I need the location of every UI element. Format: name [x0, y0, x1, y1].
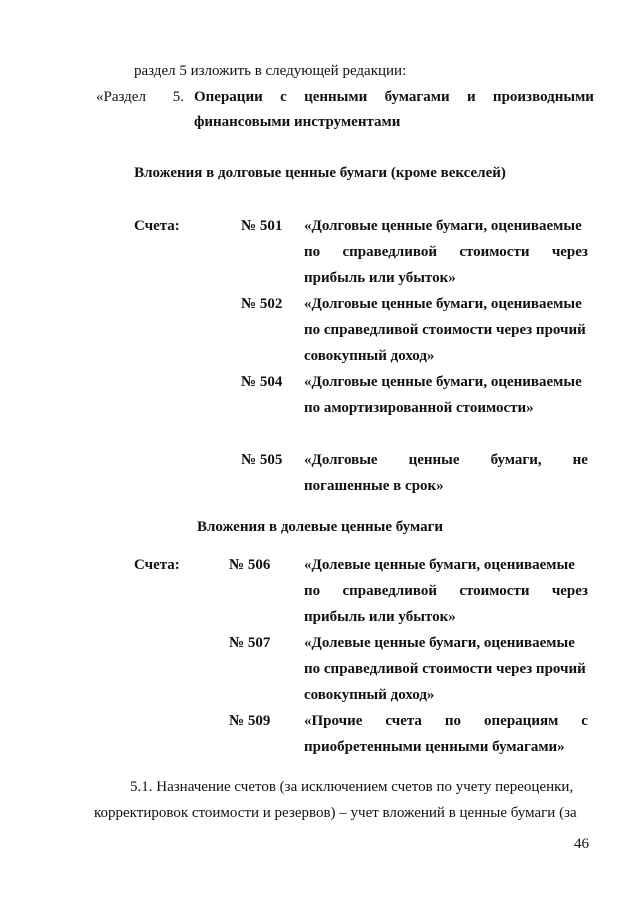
account-501-line1: «Долговые ценные бумаги, оцениваемые — [304, 218, 582, 234]
account-number-502: № 502 — [241, 296, 283, 312]
word: через — [551, 583, 588, 599]
section-title-line1 — [194, 88, 594, 106]
word: операциям — [484, 713, 559, 729]
paragraph-line1: 5.1. Назначение счетов (за исключением счетов по учету переоценки, — [130, 779, 574, 795]
debt-heading: Вложения в долговые ценные бумаги (кроме векселей) — [134, 165, 506, 181]
account-509-line1 — [304, 712, 588, 730]
section-title-line2: финансовыми инструментами — [194, 114, 401, 130]
word: через — [551, 244, 588, 260]
account-504-line2: по амортизированной стоимости» — [304, 400, 534, 416]
account-number-507: № 507 — [229, 635, 271, 651]
word: «Долговые — [304, 452, 378, 468]
title-word: и — [466, 89, 476, 105]
account-504-line1: «Долговые ценные бумаги, оцениваемые — [304, 374, 582, 390]
account-506-line2 — [304, 582, 588, 600]
account-502-line1: «Долговые ценные бумаги, оцениваемые — [304, 296, 582, 312]
section-word: «Раздел — [96, 89, 146, 105]
word: счета — [385, 713, 422, 729]
title-word: ценными — [304, 89, 368, 105]
equity-accounts-label: Счета: — [134, 557, 180, 573]
account-505-line1 — [304, 451, 588, 469]
account-507-line3: совокупный доход» — [304, 687, 435, 703]
account-501-line3: прибыль или убыток» — [304, 270, 456, 286]
account-502-line3: совокупный доход» — [304, 348, 435, 364]
word: по — [304, 583, 321, 599]
account-number-504: № 504 — [241, 374, 283, 390]
word: с — [581, 713, 588, 729]
word: ценные — [408, 452, 460, 468]
section-number: 5. — [172, 89, 184, 105]
word: «Прочие — [304, 713, 363, 729]
title-word: производными — [492, 89, 594, 105]
word: справедливой — [342, 244, 437, 260]
word: справедливой — [342, 583, 437, 599]
title-word: бумагами — [384, 89, 450, 105]
paragraph-line2: корректировок стоимости и резервов) – учет вложений в ценные бумаги (за — [94, 805, 577, 821]
word: бумаги, — [490, 452, 542, 468]
account-506-line3: прибыль или убыток» — [304, 609, 456, 625]
word: стоимости — [459, 583, 530, 599]
section-prefix — [96, 88, 184, 106]
account-number-501: № 501 — [241, 218, 283, 234]
account-501-line2 — [304, 243, 588, 261]
equity-heading: Вложения в долевые ценные бумаги — [196, 519, 444, 535]
intro-text: раздел 5 изложить в следующей редакции: — [134, 63, 407, 79]
account-502-line2: по справедливой стоимости через прочий — [304, 322, 586, 338]
account-507-line2: по справедливой стоимости через прочий — [304, 661, 586, 677]
account-number-505: № 505 — [241, 452, 283, 468]
title-word: Операции — [194, 89, 263, 105]
account-507-line1: «Долевые ценные бумаги, оцениваемые — [304, 635, 575, 651]
account-509-line2: приобретенными ценными бумагами» — [304, 739, 565, 755]
word: стоимости — [459, 244, 530, 260]
account-505-line2: погашенные в срок» — [304, 478, 444, 494]
account-number-509: № 509 — [229, 713, 271, 729]
word: не — [572, 452, 588, 468]
debt-accounts-label: Счета: — [134, 218, 180, 234]
page-number: 46 — [574, 836, 589, 852]
word: по — [304, 244, 321, 260]
word: по — [444, 713, 462, 729]
title-word: с — [280, 89, 287, 105]
account-number-506: № 506 — [229, 557, 271, 573]
account-506-line1: «Долевые ценные бумаги, оцениваемые — [304, 557, 575, 573]
